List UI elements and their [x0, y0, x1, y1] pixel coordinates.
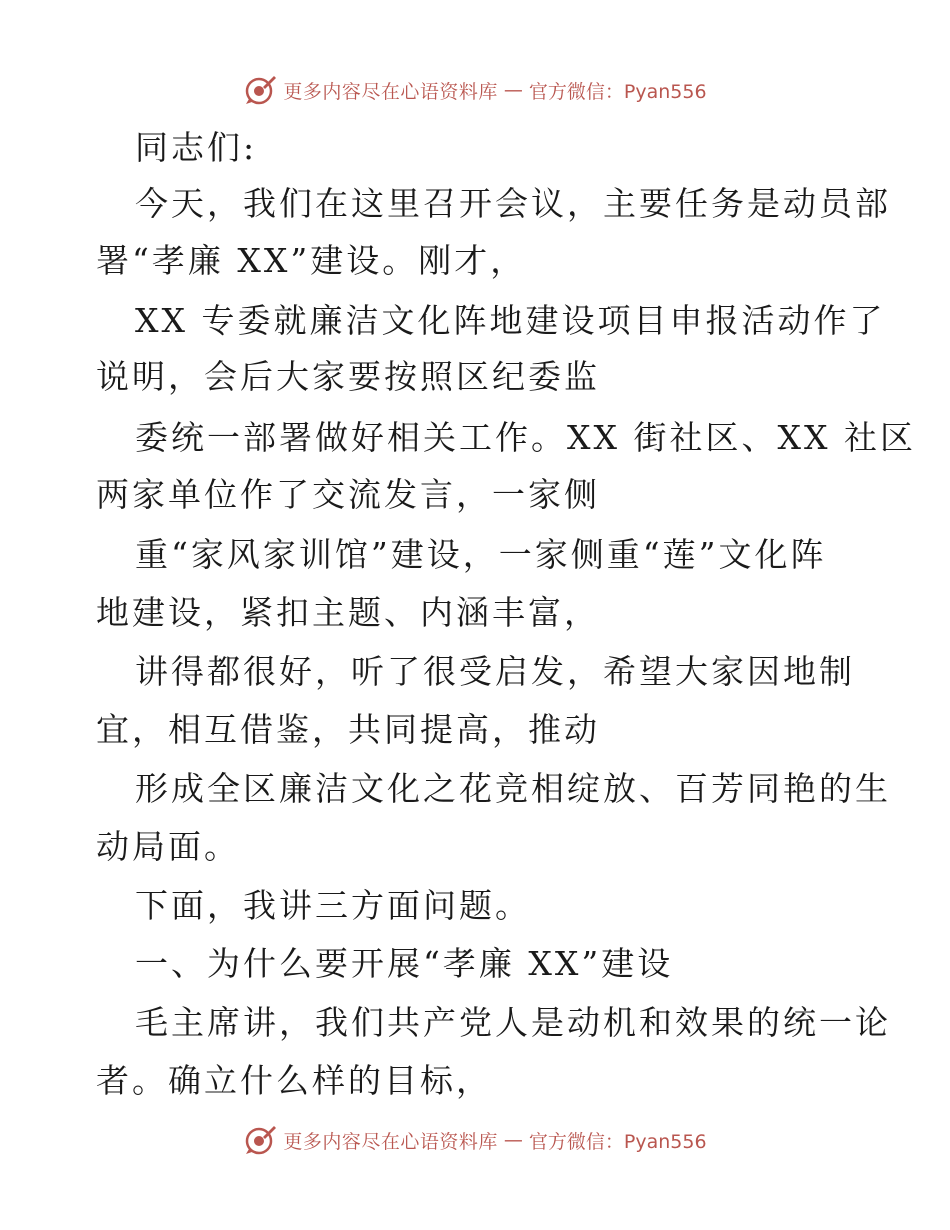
- paragraph-line: 毛主席讲，我们共产党人是动机和效果的统一论: [135, 1003, 891, 1042]
- paragraph-line: XX 专委就廉洁文化阵地建设项目申报活动作了: [135, 301, 886, 340]
- paragraph-line: 宜，相互借鉴，共同提高，推动: [96, 710, 600, 749]
- watermark-text: 更多内容尽在心语资料库: [283, 80, 498, 103]
- paragraph-line: 署“孝廉 XX”建设。刚才，: [96, 241, 527, 280]
- paragraph-line: 说明，会后大家要按照区纪委监: [96, 357, 600, 396]
- paragraph-line: 重“家风家训馆”建设，一家侧重“莲”文化阵: [135, 535, 827, 574]
- paragraph-line: 形成全区廉洁文化之花竞相绽放、百芳同艳的生: [135, 769, 891, 808]
- paragraph-line: 今天，我们在这里召开会议，主要任务是动员部: [135, 184, 891, 223]
- paragraph-line: 两家单位作了交流发言，一家侧: [96, 475, 600, 514]
- section-heading: 一、为什么要开展“孝廉 XX”建设: [135, 944, 674, 983]
- watermark-wechat: 官方微信：Pyan556: [528, 1130, 707, 1153]
- watermark-separator: —: [503, 1129, 523, 1151]
- quill-pen-seal-icon: [243, 73, 277, 107]
- quill-pen-seal-icon: [243, 1123, 277, 1157]
- watermark-text: 更多内容尽在心语资料库: [283, 1130, 498, 1153]
- watermark-wechat: 官方微信：Pyan556: [528, 80, 707, 103]
- paragraph-line: 者。确立什么样的目标，: [96, 1061, 492, 1100]
- paragraph-line: 下面，我讲三方面问题。: [135, 886, 531, 925]
- watermark-footer: [0, 1120, 950, 1160]
- paragraph-line: 动局面。: [96, 827, 240, 866]
- paragraph-line: 委统一部署做好相关工作。XX 街社区、XX 社区: [135, 418, 916, 457]
- watermark-header: [0, 70, 950, 110]
- watermark-separator: —: [503, 79, 523, 101]
- paragraph-line: 地建设，紧扣主题、内涵丰富，: [96, 593, 600, 632]
- salutation: 同志们:: [135, 128, 258, 167]
- paragraph-line: 讲得都很好，听了很受启发，希望大家因地制: [135, 652, 855, 691]
